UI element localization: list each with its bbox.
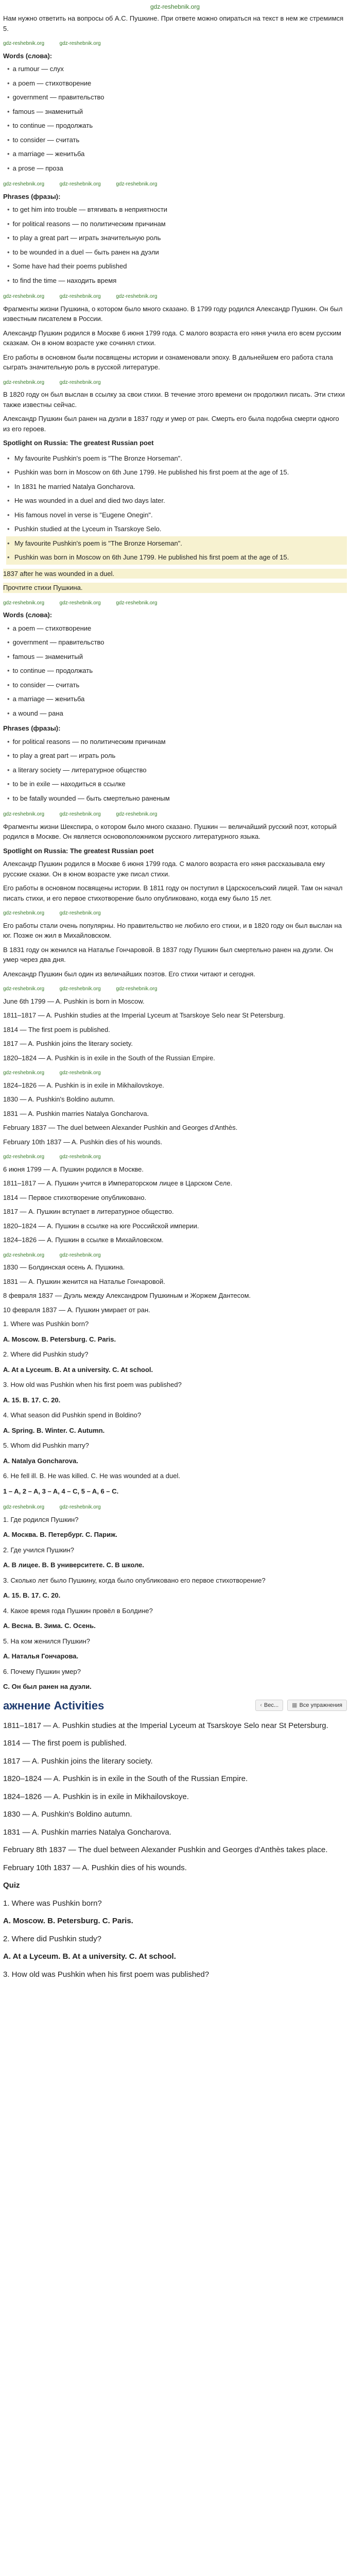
answer: A. At a Lyceum. B. At a university. C. At school. [3, 1952, 176, 1961]
word-item: • a marriage — женитьба [3, 692, 347, 706]
timeline-entry: 1811–1817 — A. Pushkin studies at the Imperial Lyceum at Tsarskoye Selo near St Petersburg. [3, 1721, 328, 1730]
question: 1. Где родился Пушкин? [3, 1515, 79, 1523]
watermark-line [3, 808, 347, 819]
watermark: gdz-reshebnik.org [116, 600, 157, 606]
watermark: gdz-reshebnik.org [59, 181, 101, 187]
paragraph: Александр Пушкин был один из величайших поэтов. Его стихи читают и сегодня. [3, 970, 255, 978]
timeline-entry: 1824–1826 — А. Пушкин в ссылке в Михайловском. [3, 1236, 164, 1244]
watermark: gdz-reshebnik.org [3, 41, 45, 46]
question: 3. How old was Pushkin when his first poem was published? [3, 1970, 209, 1979]
timeline-entry: 1831 — A. Pushkin marries Natalya Goncharova. [3, 1827, 171, 1837]
words-heading: Words (слова): [3, 52, 52, 60]
timeline-entry: February 1837 — The duel between Alexander Pushkin and Georges d'Anthès. [3, 1124, 238, 1131]
phrases-heading: Phrases (фразы): [3, 192, 61, 200]
timeline-entry: 10 февраля 1837 — А. Пушкин умирает от ран. [3, 1306, 150, 1314]
timeline-entry: 1831 — A. Pushkin marries Natalya Goncharova. [3, 1109, 149, 1117]
timeline-entry: 1817 — А. Пушкин вступает в литературное общество. [3, 1208, 174, 1215]
word-item: • to continue — продолжать [3, 664, 347, 678]
watermark: gdz-reshebnik.org [59, 1154, 101, 1160]
timeline-entry: February 10th 1837 — A. Pushkin dies of his wounds. [3, 1863, 187, 1872]
phrase-item: • to play a great part — играть роль [3, 749, 347, 763]
word-item: • a prose — проза [3, 161, 347, 176]
watermark: gdz-reshebnik.org [59, 1504, 101, 1510]
phrase-item: • to play a great part — играть значительную роль [3, 231, 347, 245]
answer: A. В лицее. B. В университете. C. В школе. [3, 1561, 145, 1569]
watermark: gdz-reshebnik.org [3, 181, 45, 187]
word-item: • a wound — рана [3, 706, 347, 721]
question: 1. Where was Pushkin born? [3, 1320, 89, 1328]
watermark: gdz-reshebnik.org [116, 986, 157, 992]
word-item: • famous — знаменитый [3, 650, 347, 664]
watermark: gdz-reshebnik.org [3, 1070, 45, 1076]
timeline-entry: June 6th 1799 — A. Pushkin is born in Moscow. [3, 997, 145, 1005]
paragraph: Александр Пушкин был ранен на дуэли в 1837 году и умер от ран. Смерть его была подобна смерти одного из его героев. [3, 415, 339, 433]
paragraph: В 1820 году он был выслан в ссылку за свои стихи. В течение этого времени он продолжил писать. Эти стихи также известны сейчас. [3, 391, 345, 409]
timeline-entry: 1811–1817 — А. Пушкин учится в Императорском лицее в Царском Селе. [3, 1179, 233, 1187]
question: 4. What season did Pushkin spend in Boldino? [3, 1411, 142, 1419]
watermark: gdz-reshebnik.org [59, 910, 101, 916]
question: 6. He fell ill. B. He was killed. C. He was wounded at a duel. [3, 1472, 180, 1480]
question: 2. Where did Pushkin study? [3, 1934, 101, 1943]
fact-item: • In 1831 he married Natalya Goncharova. [6, 480, 347, 494]
word-item: • famous — знаменитый [3, 105, 347, 119]
answer: A. Moscow. B. Petersburg. C. Paris. [3, 1335, 116, 1343]
answer: A. Весна. B. Зима. C. Осень. [3, 1622, 96, 1630]
watermark: gdz-reshebnik.org [3, 1252, 45, 1258]
word-item: • a poem — стихотворение [3, 621, 347, 636]
watermark: gdz-reshebnik.org [59, 1252, 101, 1258]
watermark: gdz-reshebnik.org [116, 294, 157, 299]
answer: A. Moscow. B. Petersburg. C. Paris. [3, 1917, 133, 1925]
watermark: gdz-reshebnik.org [59, 1070, 101, 1076]
question: 3. How old was Pushkin when his first poem was published? [3, 1381, 182, 1388]
section-title: Spotlight on Russia: The greatest Russian poet [3, 439, 154, 447]
question: 4. Какое время года Пушкин провёл в Болдине? [3, 1606, 153, 1615]
watermark: gdz-reshebnik.org [3, 910, 45, 916]
watermark-line [3, 907, 347, 918]
watermark: gdz-reshebnik.org [59, 986, 101, 992]
watermark: gdz-reshebnik.org [3, 811, 45, 817]
timeline-large [3, 1720, 347, 1981]
highlight-line: 1837 after he was wounded in a duel. [3, 569, 347, 579]
timeline-entry: 1811–1817 — A. Pushkin studies at the Imperial Lyceum at Tsarskoye Selo near St Petersburg. [3, 1011, 285, 1019]
timeline-entry: 6 июня 1799 — А. Пушкин родился в Москве. [3, 1165, 144, 1173]
timeline-entry: 1830 — A. Pushkin's Boldino autumn. [3, 1810, 132, 1819]
watermark: gdz-reshebnik.org [59, 811, 101, 817]
phrases-heading: Phrases (фразы): [3, 724, 61, 732]
fact-item-highlight: • Pushkin was born in Moscow on 6th June 1799. He published his first poem at the age of 15. [6, 550, 347, 565]
paragraph: Его работы в основном были посвящены истории и ознаменовали эпоху. В дальнейшем его работа стала сыграть значительную роль в русской литературе. [3, 353, 333, 371]
prev-exercise-button[interactable] [255, 1700, 283, 1711]
prev-exercise-label: Вес... [264, 1702, 279, 1708]
word-item: • government — правительство [3, 635, 347, 650]
answer: 1 – A, 2 – A, 3 – A, 4 – C, 5 – A, 6 – C. [3, 1487, 119, 1495]
phrase-item: • to be in exile — находиться в ссылке [3, 777, 347, 791]
highlight-line: Прочтите стихи Пушкина. [3, 583, 347, 593]
watermark: gdz-reshebnik.org [116, 811, 157, 817]
phrases-list [3, 735, 347, 806]
paragraph: Его работы стали очень популярны. Но правительство не любило его стихи, и в 1820 году он был выслан на юг. Позже он жил в Михайловском. [3, 921, 342, 939]
answer: A. 15. B. 17. C. 20. [3, 1396, 61, 1404]
timeline-entry: 8 февраля 1837 — Дуэль между Александром Пушкиным и Жоржем Дантесом. [3, 1292, 251, 1299]
fact-item-highlight: • My favourite Pushkin's poem is "The Bronze Horseman". [6, 536, 347, 551]
answer: A. Москва. B. Петербург. C. Париж. [3, 1531, 117, 1538]
grid-icon: ▦ [292, 1702, 297, 1708]
answer: C. Он был ранен на дуэли. [3, 1683, 92, 1690]
fact-item: • My favourite Pushkin's poem is "The Bronze Horseman". [6, 451, 347, 466]
watermark-line [3, 1501, 347, 1512]
word-item: • a marriage — женитьба [3, 147, 347, 161]
word-item: • to consider — считать [3, 678, 347, 692]
watermark-line [3, 983, 347, 993]
answer: A. 15. B. 17. C. 20. [3, 1591, 61, 1599]
phrase-item: • Some have had their poems published [3, 259, 347, 274]
all-exercises-label: Все упражнения [299, 1702, 342, 1708]
phrase-item: • to get him into trouble — втягивать в неприятности [3, 202, 347, 217]
watermark-line [3, 178, 347, 189]
word-item: • to continue — продолжать [3, 118, 347, 133]
watermark: gdz-reshebnik.org [3, 600, 45, 606]
fact-item: • He was wounded in a duel and died two days later. [6, 494, 347, 508]
watermark: gdz-reshebnik.org [3, 379, 45, 385]
watermark: gdz-reshebnik.org [3, 1154, 45, 1160]
timeline-entry: 1820–1824 — A. Pushkin is in exile in the South of the Russian Empire. [3, 1774, 248, 1783]
fact-item: • Pushkin studied at the Lyceum in Tsarskoye Selo. [6, 522, 347, 536]
timeline-entry: February 8th 1837 — The duel between Alexander Pushkin and Georges d'Anthès takes place. [3, 1845, 328, 1854]
section-title: Spotlight on Russia: The greatest Russian poet [3, 846, 154, 855]
answer: A. Natalya Goncharova. [3, 1456, 78, 1465]
timeline-entry: 1814 — The first poem is published. [3, 1739, 127, 1748]
watermark-line [3, 291, 347, 301]
timeline-entry: February 10th 1837 — A. Pushkin dies of his wounds. [3, 1138, 163, 1146]
word-item: • government — правительство [3, 90, 347, 105]
paragraph: Фрагменты жизни Шекспира, о котором было много сказано. Пушкин — величайший русский поэт, который родился в Москве. Он является основоположником русского литературного языка. [3, 822, 337, 840]
question: 2. Where did Pushkin study? [3, 1350, 89, 1358]
chevron-left-icon: ‹ [260, 1702, 262, 1708]
watermark-line [3, 377, 347, 387]
timeline-entry: 1824–1826 — A. Pushkin is in exile in Mikhailovskoye. [3, 1081, 164, 1089]
questions [3, 1319, 347, 1692]
timeline-entry: 1831 — А. Пушкин женится на Наталье Гончаровой. [3, 1277, 165, 1285]
answer: A. Spring. B. Winter. C. Autumn. [3, 1426, 105, 1434]
facts-list [3, 451, 347, 565]
watermark: gdz-reshebnik.org [59, 379, 101, 385]
words-heading: Words (слова): [3, 611, 52, 619]
paragraph: Александр Пушкин родился в Москве 6 июня 1799 года. С малого возраста его няня рассказывала ему русские сказки. Он в юном возрасте уже писал стихи. [3, 860, 325, 878]
paragraph: Александр Пушкин родился в Москве 6 июня 1799 года. С малого возраста его няня учила его всем русским сказкам. Он в юном возрасте уже сочинял стихи. [3, 329, 341, 347]
word-item: • a poem — стихотворение [3, 76, 347, 91]
word-item: • to consider — считать [3, 133, 347, 147]
quiz-heading: Quiz [3, 1881, 20, 1890]
exercises-title: ажнение Activities [3, 1699, 104, 1712]
site-domain[interactable]: gdz-reshebnik.org [150, 3, 200, 10]
question: 5. На ком женился Пушкин? [3, 1637, 91, 1645]
timeline-entry: 1817 — A. Pushkin joins the literary society. [3, 1040, 133, 1047]
answer: A. At a Lyceum. B. At a university. C. At school. [3, 1365, 153, 1374]
words-list [3, 621, 347, 721]
exercises-header [3, 1697, 347, 1714]
question: 6. Почему Пушкин умер? [3, 1667, 81, 1675]
timeline-entry: 1820–1824 — A. Pushkin is in exile in the South of the Russian Empire. [3, 1054, 215, 1062]
exercises-nav [255, 1700, 347, 1711]
paragraph: Его работы в основном посвящены истории. В 1811 году он поступил в Царскосельский лицей. Там он начал писать стихи, и его первое стихотворение было опубликовано, когда ему было 15 лет. [3, 884, 343, 902]
question: 5. Whom did Pushkin marry? [3, 1442, 89, 1449]
words-list [3, 62, 347, 175]
timeline-entry: 1814 — Первое стихотворение опубликовано. [3, 1193, 147, 1201]
phrase-item: • for political reasons — по политическим причинам [3, 217, 347, 231]
word-item: • a rumour — слух [3, 62, 347, 76]
timeline-entry: 1824–1826 — A. Pushkin is in exile in Mikhailovskoye. [3, 1792, 189, 1801]
intro-paragraph: Нам нужно ответить на вопросы об А.С. Пушкине. При ответе можно опираться на текст в нем же стремимся 5. [3, 14, 344, 32]
watermark: gdz-reshebnik.org [3, 1504, 45, 1510]
question: 2. Где учился Пушкин? [3, 1546, 74, 1554]
phrase-item: • to be fatally wounded — быть смертельно раненым [3, 791, 347, 806]
timeline-entry: 1817 — A. Pushkin joins the literary society. [3, 1756, 153, 1766]
watermark: gdz-reshebnik.org [59, 41, 101, 46]
phrase-item: • a literary society — литературное общество [3, 763, 347, 777]
answer: A. Наталья Гончарова. [3, 1652, 79, 1660]
phrase-item: • for political reasons — по политическим причинам [3, 735, 347, 749]
timeline-entry: 1820–1824 — А. Пушкин в ссылке на юге Российской империи. [3, 1222, 199, 1230]
timeline-entry: 1814 — The first poem is published. [3, 1025, 110, 1033]
phrases-list [3, 202, 347, 287]
watermark: gdz-reshebnik.org [3, 294, 45, 299]
timeline [3, 996, 347, 1315]
question: 3. Сколько лет было Пушкину, когда было опубликовано его первое стихотворение? [3, 1576, 266, 1584]
timeline-entry: 1830 — Болдинская осень А. Пушкина. [3, 1263, 125, 1271]
watermark: gdz-reshebnik.org [59, 294, 101, 299]
fact-item: • Pushkin was born in Moscow on 6th June 1799. He published his first poem at the age of 15. [6, 465, 347, 480]
question: 1. Where was Pushkin born? [3, 1899, 102, 1908]
watermark: gdz-reshebnik.org [3, 986, 45, 992]
watermark-line [3, 1067, 347, 1077]
phrase-item: • to find the time — находить время [3, 274, 347, 288]
watermark-line [3, 597, 347, 607]
paragraph: В 1831 году он женился на Наталье Гончаровой. В 1837 году Пушкин был смертельно ранен на дуэли. Он умер через два дня. [3, 945, 333, 963]
watermark-line [3, 38, 347, 48]
watermark: gdz-reshebnik.org [59, 600, 101, 606]
watermark-line [3, 1249, 347, 1260]
timeline-entry: 1830 — A. Pushkin's Boldino autumn. [3, 1095, 115, 1103]
phrase-item: • to be wounded in a duel — быть ранен на дуэли [3, 245, 347, 260]
fact-item: • His famous novel in verse is "Eugene Onegin". [6, 508, 347, 522]
paragraph: Фрагменты жизни Пушкина, о котором было много сказано. В 1799 году родился Александр Пушкин. Он был известным писателем в России. [3, 304, 343, 323]
all-exercises-button[interactable] [287, 1700, 347, 1711]
watermark-line [3, 1151, 347, 1161]
watermark: gdz-reshebnik.org [116, 181, 157, 187]
